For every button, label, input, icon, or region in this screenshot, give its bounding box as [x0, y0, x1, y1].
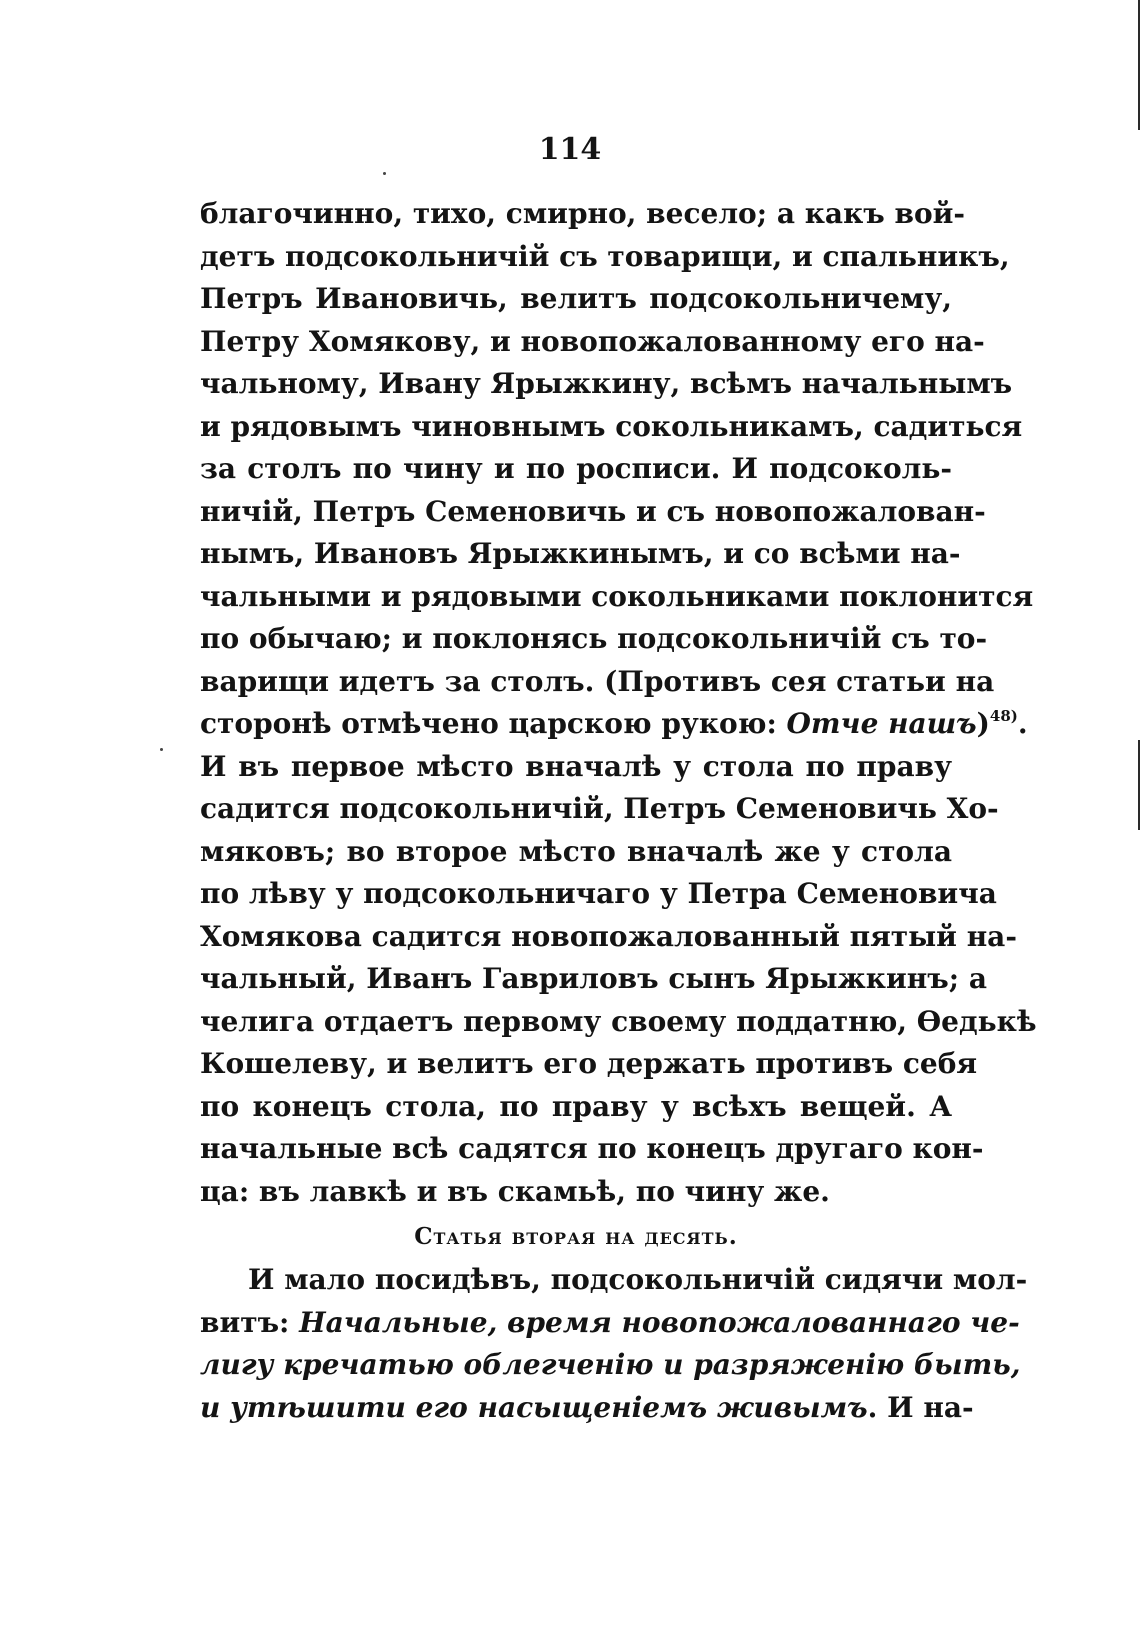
text-segment: по обычаю; и поклонясь подсокольничiй съ то- — [200, 622, 988, 655]
text-line — [200, 1043, 978, 1086]
text-segment: ничiй, Петръ Семеновичь и съ новопожалован- — [200, 494, 986, 528]
text-line — [200, 1086, 952, 1129]
text-segment: Петръ Ивановичь, велитъ подсокольничему, — [200, 282, 952, 315]
text-segment: детъ подсокольничiй съ товарищи, и спальникъ, — [200, 239, 1010, 273]
text-segment: Петру Хомякову, и новопожалованному его на- — [200, 324, 985, 358]
text-line — [200, 491, 986, 534]
text-segment: ) — [976, 707, 990, 740]
text-segment: начальные всѣ садятся по конецъ другаго кон- — [200, 1132, 984, 1165]
text-line — [200, 448, 952, 491]
text-segment: мяковъ; во второе мѣсто вначалѣ же у стола — [200, 834, 952, 868]
footnote-marker: 48) — [989, 707, 1018, 725]
text-line — [200, 618, 988, 661]
text-line — [200, 1001, 1037, 1044]
text-line — [200, 1171, 952, 1214]
text-line — [200, 1387, 974, 1430]
text-segment: Кошелеву, и велитъ его держать противъ себя — [200, 1047, 978, 1080]
text-segment: Статья вторая на десять. — [414, 1223, 738, 1250]
text-segment: Отче нашъ — [786, 707, 977, 740]
text-line — [200, 1344, 1021, 1387]
text-segment: нымъ, Ивановъ Ярыжкинымъ, и со всѣми на- — [200, 537, 961, 570]
text-segment: садится подсокольничiй, Петръ Семеновичь Хо- — [200, 792, 999, 825]
page-body-text — [200, 193, 1037, 1429]
scan-speck — [383, 172, 386, 175]
text-segment: . И на- — [867, 1390, 974, 1424]
text-segment: чальными и рядовыми сокольниками поклонится — [200, 579, 1034, 613]
text-segment: благочинно, тихо, смирно, весело; а какъ вой- — [200, 197, 966, 230]
text-line — [200, 746, 952, 789]
text-line — [200, 958, 987, 1001]
text-line — [200, 363, 1013, 406]
text-segment: Хомякова садится новопожалованный пятый на- — [200, 919, 1017, 953]
text-segment: . — [1017, 707, 1028, 740]
text-line — [200, 873, 997, 916]
text-segment: и рядовымъ чиновнымъ сокольникамъ, садиться — [200, 409, 1023, 443]
text-line — [200, 406, 1023, 449]
section-heading — [200, 1213, 952, 1259]
text-segment: ца: въ лавкѣ и въ скамьѣ, по чину же. — [200, 1174, 830, 1208]
text-line — [200, 1259, 1028, 1302]
text-segment: лигу кречатью облегченiю и разряженiю быть, — [200, 1348, 1021, 1381]
text-segment: варищи идетъ за столъ. (Противъ сея статьи на — [200, 664, 995, 698]
text-line — [200, 193, 966, 236]
text-segment: и утѣшити его насыщенiемъ живымъ — [200, 1390, 868, 1424]
text-line — [200, 278, 952, 321]
text-line — [200, 661, 995, 704]
text-segment: чальному, Ивану Ярыжкину, всѣмъ начальнымъ — [200, 367, 1013, 400]
text-segment: витъ: — [200, 1305, 300, 1339]
text-segment: по конецъ стола, по праву у всѣхъ вещей. А — [200, 1089, 952, 1123]
page-number: 114 — [538, 132, 602, 167]
text-line — [200, 831, 952, 874]
text-line — [200, 788, 999, 831]
text-segment: Начальные, время новопожалованнаго че- — [299, 1305, 1020, 1339]
text-line — [200, 576, 1034, 619]
text-segment: за столъ по чину и по росписи. И подсоколь- — [200, 452, 952, 485]
text-line — [200, 1302, 1020, 1345]
text-segment: сторонѣ отмѣчено царскою рукою: — [200, 707, 787, 740]
text-segment: чальный, Иванъ Гавриловъ сынъ Ярыжкинъ; а — [200, 962, 987, 995]
text-line — [200, 533, 961, 576]
text-line — [200, 236, 1010, 279]
text-line — [200, 321, 985, 364]
text-line — [200, 916, 1017, 959]
text-segment: челига отдаетъ первому своему поддатню, Ѳедькѣ — [200, 1004, 1037, 1038]
text-segment: по лѣву у подсокольничаго у Петра Семеновича — [200, 877, 997, 910]
text-segment: И мало посидѣвъ, подсокольничiй сидячи мол- — [248, 1263, 1028, 1296]
scan-speck — [160, 748, 163, 751]
text-segment: И въ первое мѣсто вначалѣ у стола по праву — [200, 749, 952, 783]
text-line — [200, 1128, 984, 1171]
text-line — [200, 703, 1028, 746]
